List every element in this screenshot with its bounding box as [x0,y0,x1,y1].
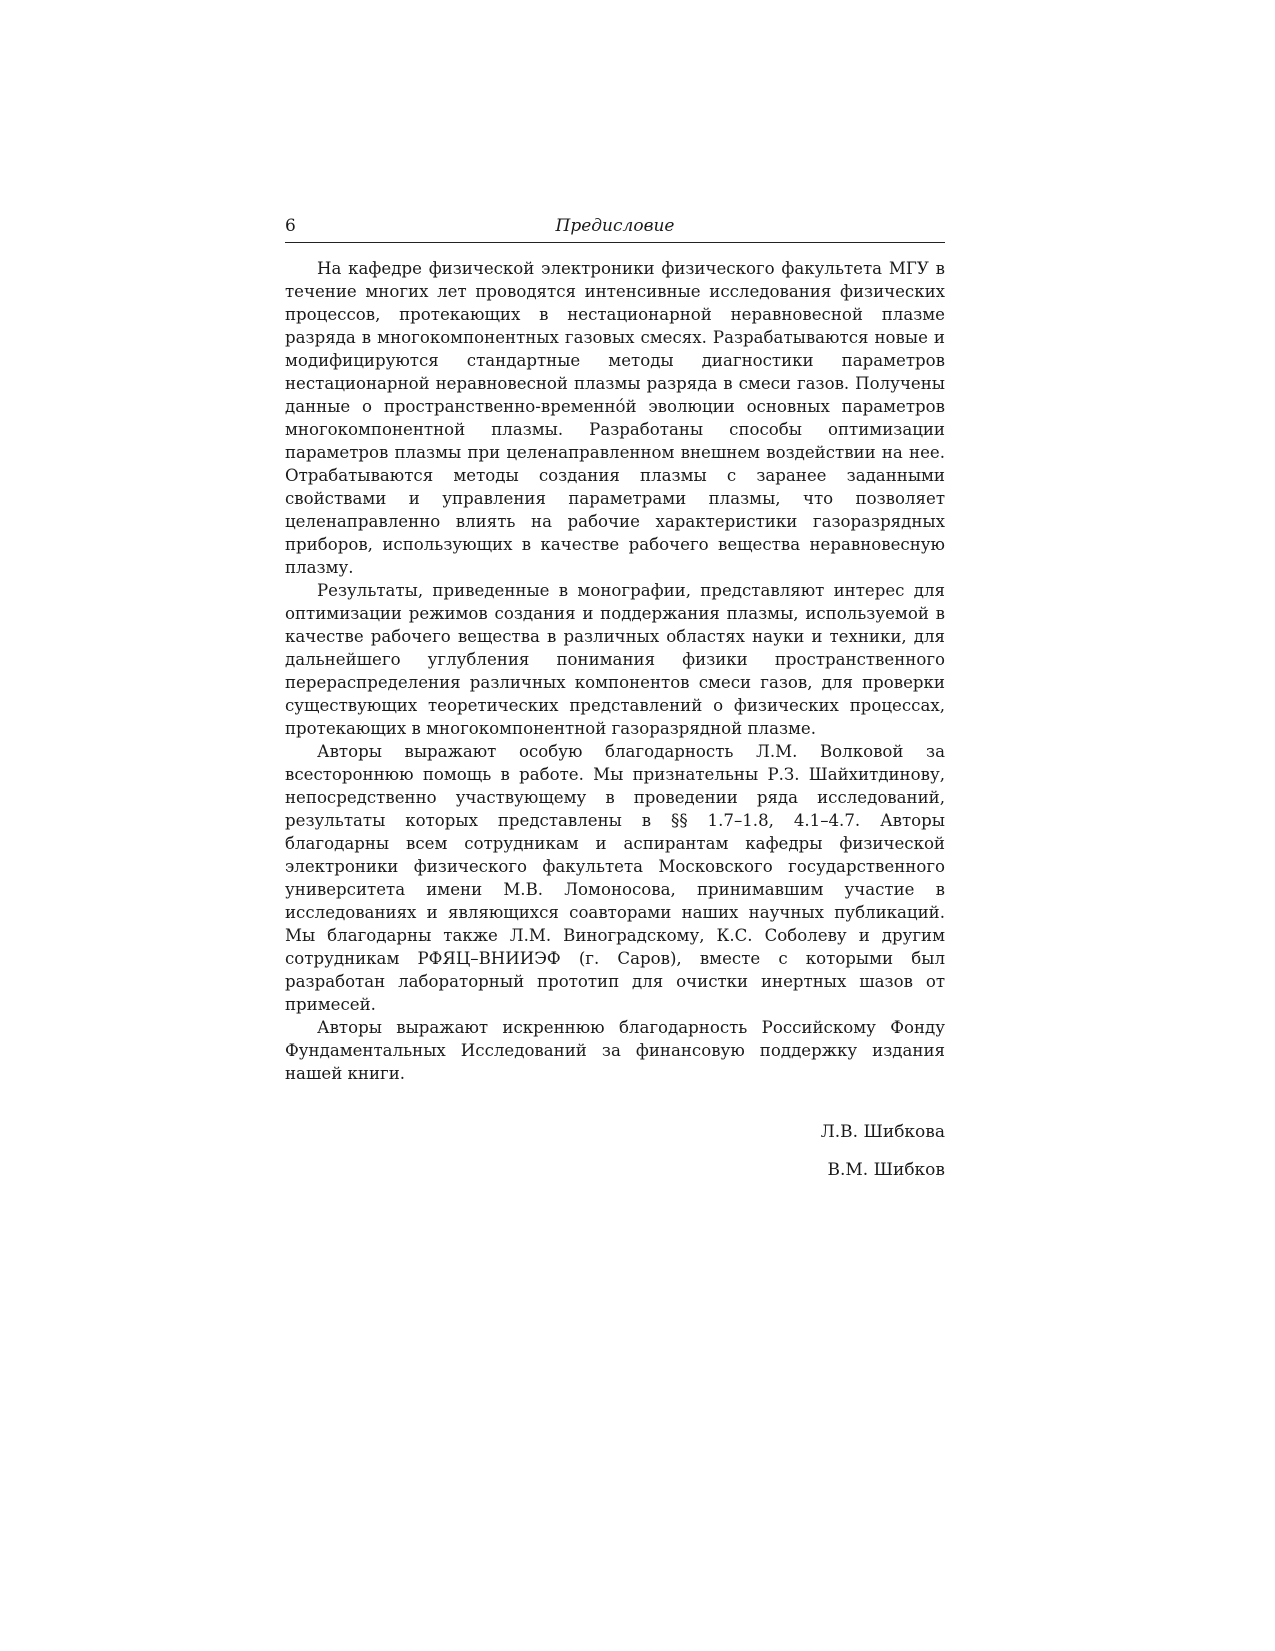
running-head [285,214,945,243]
preface-body [285,257,945,1085]
paragraph-2: Результаты, приведенные в монографии, представляют интерес для оптимизации режимов создания и поддержания плазмы, используемой в качестве рабочего вещества в различных областях науки и техники, для дальнейшего углубления понимания физики пространственного перераспределения различных компонентов смеси газов, для проверки существующих теоретических представлений о физических процессах, протекающих в многокомпонентной газоразрядной плазме. [285,581,945,738]
section-title: Предисловие [555,216,675,236]
paragraph-3: Авторы выражают особую благодарность Л.М. Волковой за всестороннюю помощь в работе. Мы признательны Р.З. Шайхитдинову, непосредственно участвующему в проведении ряда исследований, результаты которых представлены в §§ 1.7–1.8, 4.1–4.7. Авторы благодарны всем сотрудникам и аспирантам кафедры физической электроники физического факультета Московского государственного университета имени М.В. Ломоносова, принимавшим участие в исследованиях и являющихся соавторами наших научных публикаций. Мы благодарны также Л.М. Виноградскому, К.С. Соболеву и другим сотрудникам РФЯЦ–ВНИИЭФ (г. Саров), вместе с которыми был разработан лабораторный прототип для очистки инертных шазов от примесей. [285,742,945,1014]
book-page [285,214,945,1189]
paragraph-4: Авторы выражают искреннюю благодарность Российскому Фонду Фундаментальных Исследований за финансовую поддержку издания нашей книги. [285,1018,945,1083]
author-name-1: Л.В. Шибкова [820,1122,945,1142]
paragraph-1: На кафедре физической электроники физического факультета МГУ в течение многих лет проводятся интенсивные исследования физических процессов, протекающих в нестационарной неравновесной плазме разряда в многокомпонентных газовых смесях. Разрабатываются новые и модифицируются стандартные методы диагностики параметров нестационарной неравновесной плазмы разряда в смеси газов. Получены данные о пространственно-временнóй эволюции основных параметров многокомпонентной плазмы. Разработаны способы оптимизации параметров плазмы при целенаправленном внешнем воздействии на нее. Отрабатываются методы создания плазмы с заранее заданными свойствами и управления параметрами плазмы, что позволяет целенаправленно влиять на рабочие характеристики газоразрядных приборов, использующих в качестве рабочего вещества неравновесную плазму. [285,259,945,577]
page-number: 6 [285,216,296,236]
author-signatures [285,1113,945,1189]
author-name-2: В.М. Шибков [827,1160,945,1180]
